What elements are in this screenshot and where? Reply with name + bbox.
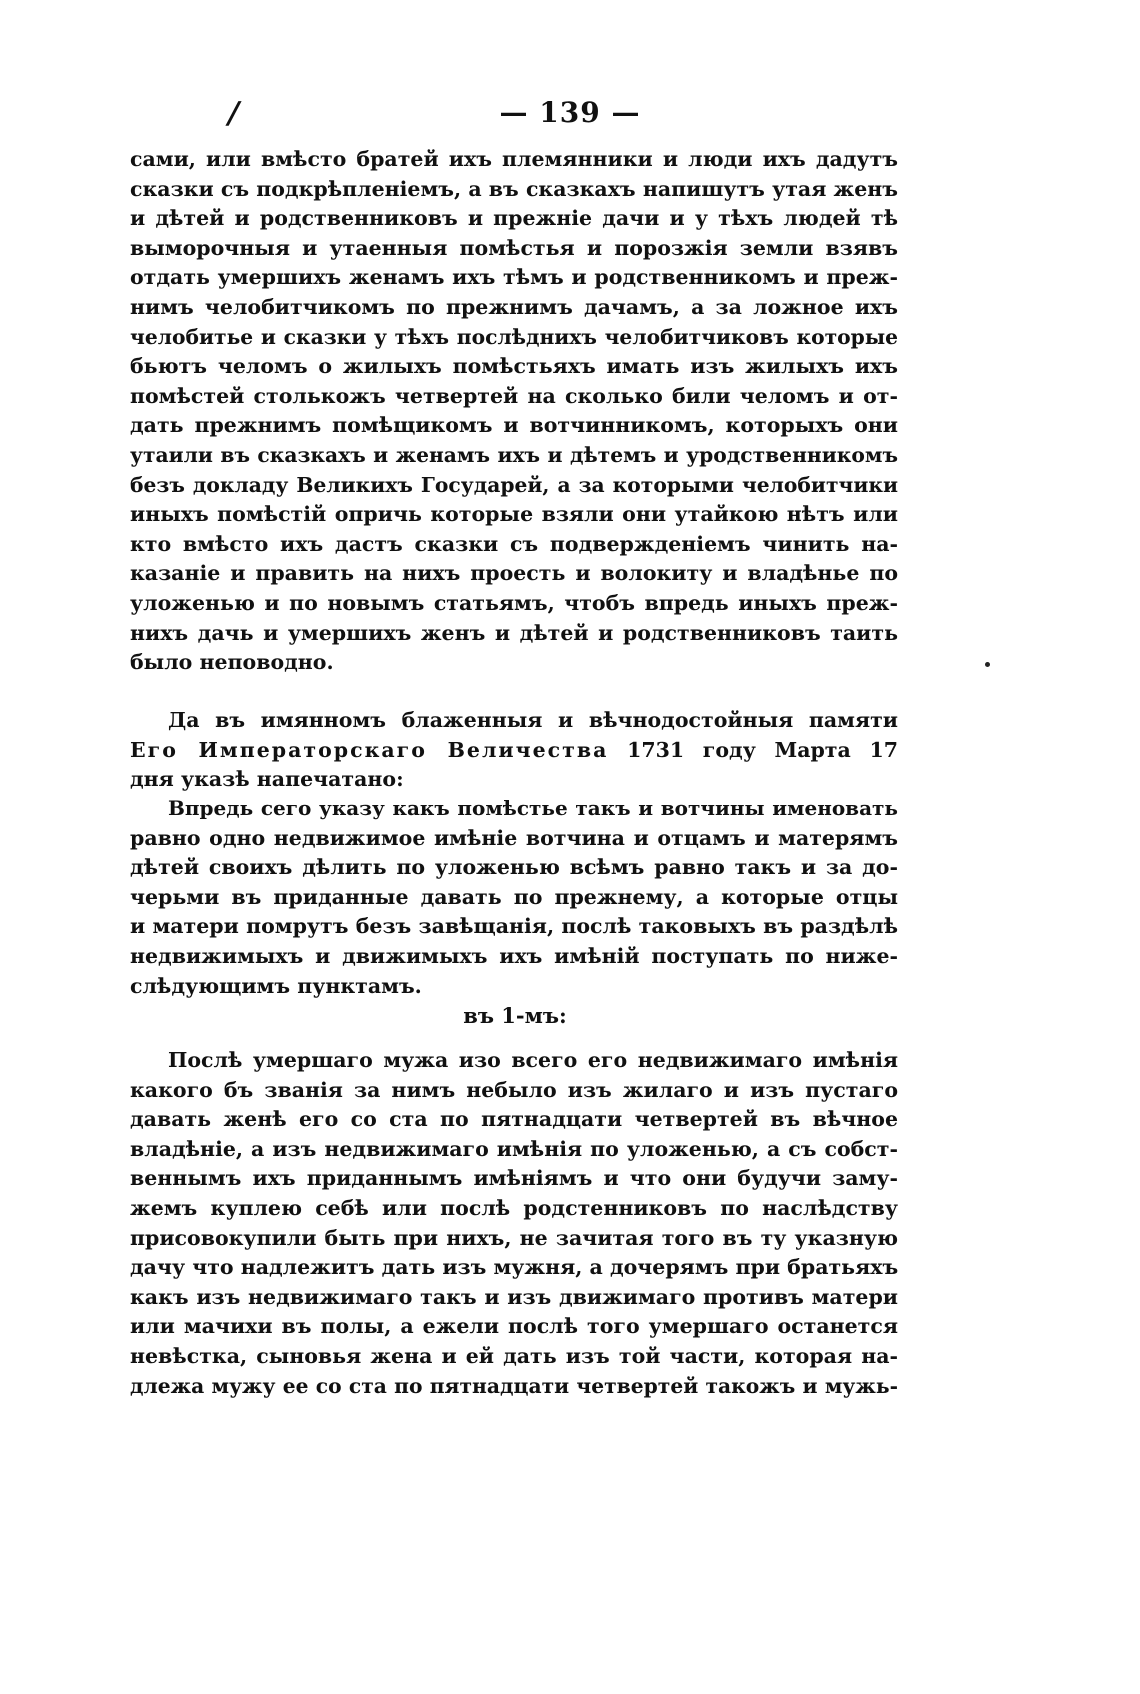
text-line: дать прежнимъ помѣщикомъ и вотчинникомъ, которыхъ они xyxy=(130,413,898,438)
text-line: бьютъ челомъ о жилыхъ помѣстьяхъ имать изъ жилыхъ ихъ xyxy=(130,354,898,379)
text-line: кто вмѣсто ихъ дастъ сказки съ подверждeніемъ чинить на- xyxy=(130,531,898,556)
text-line: Да въ имянномъ блаженныя и вѣчнодостойныя памяти xyxy=(168,708,898,732)
text-line: Впредь сего указу какъ помѣстье такъ и вотчины именовать xyxy=(168,796,898,820)
text-line: и матери помрутъ безъ завѣщанія, послѣ таковыхъ въ раздѣлѣ xyxy=(130,914,898,939)
text-line: или мачихи въ полы, а ежели послѣ того умершаго останется xyxy=(130,1314,898,1339)
decree-date: 1731 году Марта 17 xyxy=(627,737,898,762)
paragraph-2 xyxy=(130,706,898,795)
text-line: уложенью и по новымъ статьямъ, чтобъ впредь иныхъ преж- xyxy=(130,590,898,615)
text-line: дѣтей своихъ дѣлить по уложенью всѣмъ равно такъ и за до- xyxy=(130,855,898,880)
paragraph-4 xyxy=(130,1046,898,1401)
imperial-title: Его Императорскаго Величества xyxy=(130,737,609,762)
text-line: веннымъ ихъ приданнымъ имѣніямъ и что они будучи заму- xyxy=(130,1166,898,1191)
text-line: выморочныя и утаенныя помѣстья и порозжія земли взявъ xyxy=(130,235,898,260)
text-line: и дѣтей и родственниковъ и прежніе дачи и у тѣхъ людей тѣ xyxy=(130,206,898,231)
text-line: присовокупили быть при нихъ, не зачитая того въ ту указную xyxy=(130,1225,898,1250)
text-line: было неповодно. xyxy=(130,650,334,675)
text-line: жемъ куплею себѣ или послѣ родстенниковъ по наслѣдству xyxy=(130,1195,898,1220)
text-line: нимъ челобитчикомъ по прежнимъ дачамъ, а за ложное ихъ xyxy=(130,294,898,319)
stray-ink-dot xyxy=(985,662,990,667)
text-line xyxy=(130,736,898,766)
text-line: безъ докладу Великихъ Государей, а за которыми челобитчики xyxy=(130,472,898,497)
stray-ink-mark: / xyxy=(224,96,243,131)
text-line: помѣстей столькожъ четвертей на сколько били челомъ и от- xyxy=(130,383,898,408)
text-line: дня указѣ напечатано: xyxy=(130,767,404,792)
section-heading: въ 1-мъ: xyxy=(463,1003,567,1028)
text-line: дачу что надлежитъ дать изъ мужня, а дочерямъ при братьяхъ xyxy=(130,1255,898,1280)
text-line: сказки съ подкрѣпленіемъ, а въ сказкахъ напишутъ утая женъ xyxy=(130,176,898,201)
text-line: отдать умершихъ женамъ ихъ тѣмъ и родственникомъ и преж- xyxy=(130,265,898,290)
text-line: какого бъ званія за нимъ небыло изъ жилаго и изъ пустаго xyxy=(130,1077,898,1102)
text-line: владѣніе, а изъ недвижимаго имѣнія по уложенью, а съ собст- xyxy=(130,1136,898,1161)
text-line: давать женѣ его со ста по пятнадцати четвертей въ вѣчное xyxy=(130,1107,898,1132)
text-line: нихъ дачь и умершихъ женъ и дѣтей и родственниковъ таить xyxy=(130,620,898,645)
text-line: недвижимыхъ и движимыхъ ихъ имѣній поступать по ниже- xyxy=(130,943,898,968)
text-line: Послѣ умершаго мужа изо всего его недвижимаго имѣнія xyxy=(168,1048,898,1072)
text-line: слѣдующимъ пунктамъ. xyxy=(130,973,422,998)
page-number: — 139 — xyxy=(499,96,641,129)
text-line: длежа мужу ее со ста по пятнадцати четвертей такожъ и мужь- xyxy=(130,1373,898,1398)
paragraph-1 xyxy=(130,145,898,678)
text-line: равно одно недвижимое имѣніе вотчина и отцамъ и матерямъ xyxy=(130,825,898,850)
text-line: невѣстка, сыновья жена и ей дать изъ той части, которая на- xyxy=(130,1343,898,1368)
text-line: челобитье и сказки у тѣхъ послѣднихъ челобитчиковъ которые xyxy=(130,324,898,349)
text-line: казаніе и править на нихъ проесть и волокиту и владѣнье по xyxy=(130,561,898,586)
text-line: иныхъ помѣстій опричь которые взяли они утайкою нѣтъ или xyxy=(130,502,898,527)
text-line: какъ изъ недвижимаго такъ и изъ движимаго противъ матери xyxy=(130,1284,898,1309)
text-line: утаили въ сказкахъ и женамъ ихъ и дѣтемъ и уродственникомъ xyxy=(130,442,898,467)
text-line: сами, или вмѣсто братей ихъ племянники и люди ихъ дадутъ xyxy=(130,147,898,171)
text-line: черьми въ приданные давать по прежнему, а которые отцы xyxy=(130,884,898,909)
paragraph-3 xyxy=(130,794,898,1001)
